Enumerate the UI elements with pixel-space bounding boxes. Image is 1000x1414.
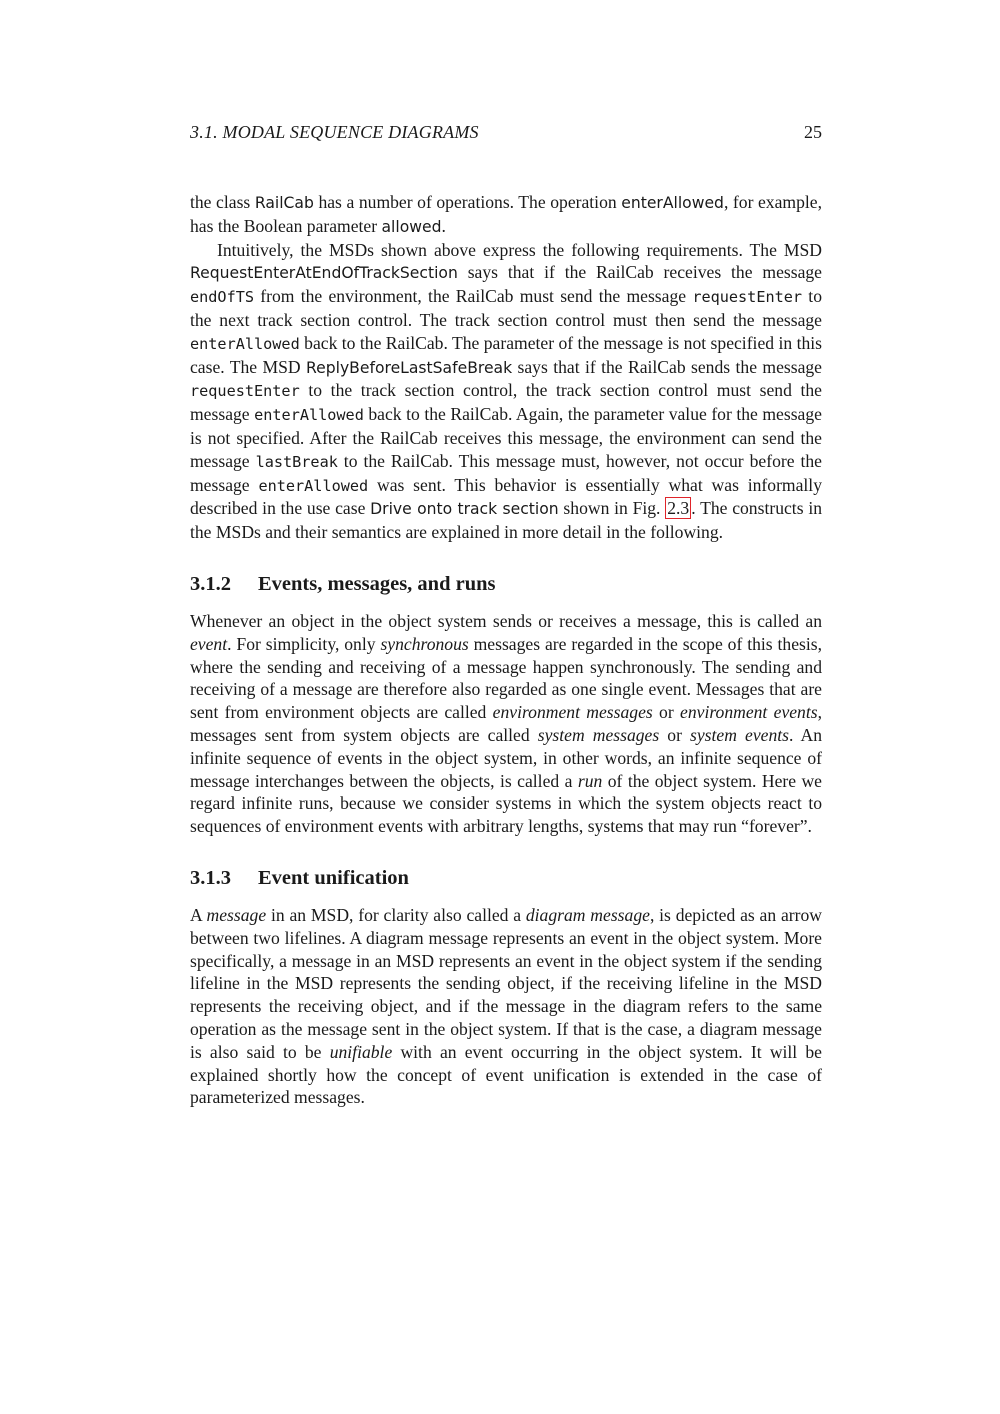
emphasis: synchronous [380,633,469,654]
emphasis: system events [690,724,789,745]
paragraph-unification: A message in an MSD, for clarity also called a diagram message, is depicted as an arrow between two lifelines. A diagram message represents an event in the object system. More specifically, a message in an MSD represents an event in the object system if the sending lifeline in the MSD represents the sending object, if the receiving lifeline in the MSD represents the receiving object, and if the message in the diagram refers to the same operation as the message sent in the object system. If that is the case, a diagram message is also said to be unifiable with an event occurring in the object system. It will be explained shortly how the concept of event unification is extended in the case of parameterized messages. [190,904,822,1108]
running-header [190,121,822,143]
paragraph-requirements: Intuitively, the MSDs shown above express the following requirements. The MSD RequestEnterAtEndOfTrackSection says that if the RailCab receives the message endOfTS from the environment, the RailCab must send the message requestEnter to the next track section control. The track section control must then send the message enterAllowed back to the RailCab. The parameter of the message is not specified in this case. The MSD ReplyBeforeLastSafeBreak says that if the RailCab sends the message requestEnter to the track section control, the track section control must send the message enterAllowed back to the RailCab. Again, the parameter value for the message is not specified. After the RailCab receives this message, the environment can send the message lastBreak to the RailCab. This message must, however, not occur before the message enterAllowed was sent. This behavior is essentially what was informally described in the use case Drive onto track section shown in Fig. 2.3 . The constructs in the MSDs and their semantics are explained in more detail in the following. [190,239,822,543]
message-code: lastBreak [255,452,338,471]
section-heading-3-1-3 [190,866,822,890]
section-title: Events, messages, and runs [258,572,496,595]
message-code: enterAllowed [190,334,300,353]
paragraph-continued: the class RailCab has a number of operations. The operation enterAllowed, for example, has the Boolean parameter allowed. [190,192,822,236]
body-text [190,191,822,1109]
section-heading-3-1-2 [190,572,822,596]
class-name-railcab: RailCab [254,194,314,212]
section-number: 3.1.3 [190,866,231,889]
page-number: 25 [804,122,822,142]
message-code: requestEnter [190,382,300,401]
emphasis: diagram message [525,904,650,925]
figure-reference-link[interactable]: 2.3 [667,498,690,519]
use-case-name: Drive onto track section [370,500,559,519]
emphasis: system messages [537,724,660,745]
emphasis: unifiable [329,1041,393,1062]
running-header-title: 3.1. MODAL SEQUENCE DIAGRAMS [190,122,479,142]
message-code: enterAllowed [254,406,364,425]
emphasis: event [190,633,228,654]
section-title: Event unification [258,866,409,889]
msd-name: ReplyBeforeLastSafeBreak [306,358,513,377]
parameter-name: allowed [381,217,442,236]
emphasis: run [577,770,603,791]
emphasis: environment events [680,702,818,723]
paragraph-events: Whenever an object in the object system sends or receives a message, this is called an event. For simplicity, only synchronous messages are regarded in the scope of this thesis, where the sending and receiving of a message happen synchronously. The sending and receiving of a message are therefore also regarded as one single event. Messages that are sent from environment objects are called environment messages or environment events, messages sent from system objects are called system messages or system events. An infinite sequence of events in the object system, in other words, an infinite sequence of message interchanges between the objects, is called a run of the object system. Here we regard infinite runs, because we consider systems in which the system objects react to sequences of environment events with arbitrary lengths, systems that may run “forever”. [190,610,823,837]
section-number: 3.1.2 [190,572,231,595]
page [190,121,822,1109]
msd-name: RequestEnterAtEndOfTrackSection [190,264,458,283]
emphasis: environment messages [492,702,653,723]
message-code: requestEnter [692,288,803,307]
message-code: endOfTS [190,288,255,307]
operation-name: enterAllowed [621,194,724,212]
message-code: enterAllowed [258,476,369,495]
emphasis: message [206,904,267,925]
